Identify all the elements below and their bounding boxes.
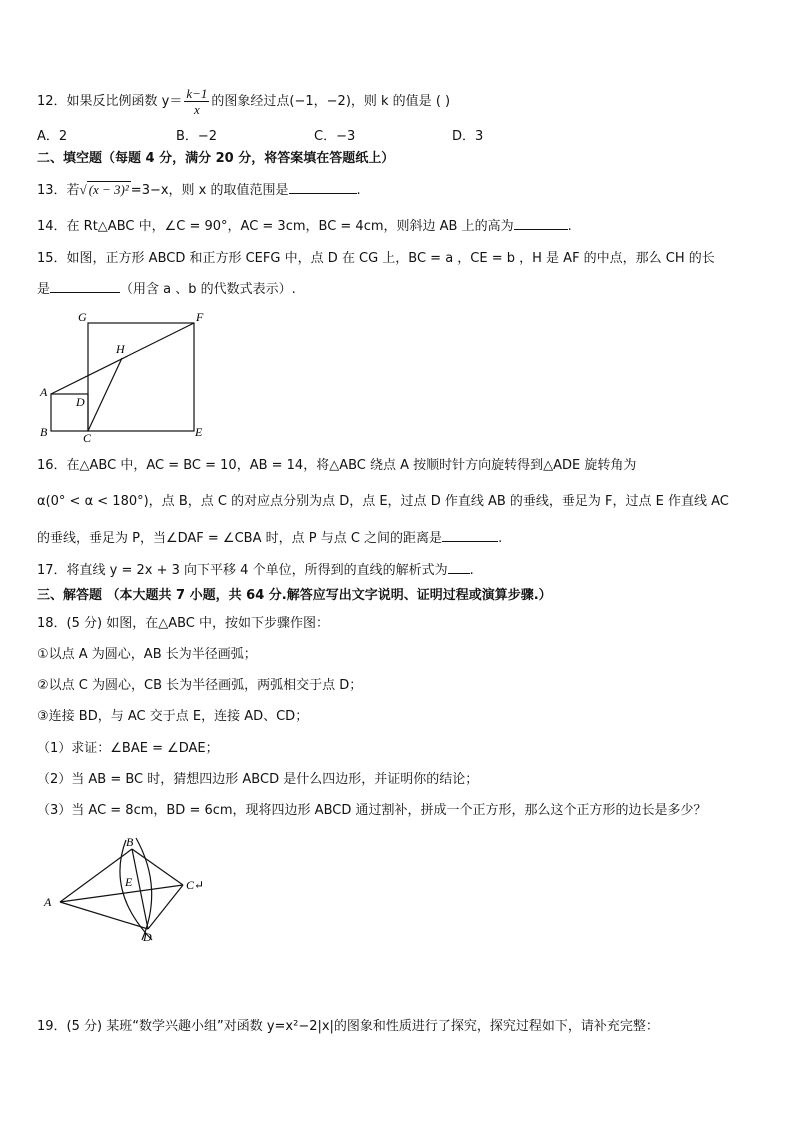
- q18-step3: ③连接 BD，与 AC 交于点 E，连接 AD、CD；: [37, 709, 309, 724]
- segment-ad: [60, 902, 148, 929]
- section2-heading: 二、填空题（每题 4 分，满分 20 分，将答案填在答题纸上）: [37, 151, 395, 166]
- label-d: D: [143, 930, 152, 944]
- label-e: E: [195, 425, 203, 439]
- label-h: H: [116, 342, 125, 356]
- q13-radicand: (x − 3)²: [88, 182, 129, 197]
- q13-prefix: 13．若: [37, 183, 80, 198]
- q18-step1: ①以点 A 为圆心，AB 长为半径画弧；: [37, 647, 257, 662]
- q12-option-b: B．−2: [176, 129, 218, 144]
- q12-frac-den: x: [194, 102, 200, 117]
- label-d: D: [76, 395, 85, 409]
- segment-ch: [88, 358, 122, 431]
- q14-end: .: [567, 219, 572, 234]
- segment-cd: [148, 885, 183, 929]
- label-b: B: [40, 425, 48, 439]
- q14-answer-blank[interactable]: [514, 218, 568, 230]
- q17-end: .: [469, 563, 474, 578]
- q13-answer-blank[interactable]: [289, 182, 357, 194]
- label-g: G: [78, 310, 87, 324]
- q16-line3-end: .: [498, 531, 503, 546]
- label-f: F: [196, 310, 204, 324]
- q17-stem: [37, 562, 474, 580]
- q12-option-a: A．2: [37, 129, 68, 144]
- q12-fraction: [184, 86, 209, 117]
- q15-figure: [36, 310, 216, 445]
- label-b: B: [126, 835, 134, 849]
- q12-frac-num: k−1: [186, 86, 208, 101]
- segment-bc: [132, 849, 183, 885]
- q17-text: 17．将直线 y = 2x + 3 向下平移 4 个单位，所得到的直线的解析式为: [37, 563, 448, 578]
- q16-line3: [37, 530, 502, 548]
- q16-line3-prefix: 的垂线，垂足为 P，当∠DAF = ∠CBA 时，点 P 与点 C 之间的距离是: [37, 531, 443, 546]
- square-cefg: [88, 323, 194, 431]
- q19-stem: 19．(5 分) 某班“数学兴趣小组”对函数 y=x²−2|x|的图象和性质进行了探究，探究过程如下，请补充完整：: [37, 1019, 659, 1034]
- q15-line2-prefix: 是: [37, 282, 51, 297]
- q13-stem: 13．若√ (x − 3)² =3−x，则 x 的取值范围是 .: [37, 182, 361, 198]
- segment-af: [51, 323, 194, 394]
- q14-stem: [37, 218, 572, 236]
- q12-option-c: C．−3: [314, 129, 356, 144]
- q16-line2: α(0° < α < 180°)，点 B，点 C 的对应点分别为点 D，点 E，过点 D 作直线 AB 的垂线，垂足为 F，过点 E 作直线 AC: [37, 494, 729, 509]
- q18-intro: 18．(5 分) 如图，在△ABC 中，按如下步骤作图：: [37, 616, 330, 631]
- q18-figure: [40, 830, 220, 945]
- label-c: C: [83, 431, 92, 445]
- q15-line2: [37, 281, 296, 299]
- label-a: A: [44, 895, 52, 909]
- q15-answer-blank[interactable]: [50, 281, 120, 293]
- q12-option-d: D．3: [452, 129, 484, 144]
- q13-suffix: =3−x，则 x 的取值范围是: [130, 183, 289, 198]
- q18-step2: ②以点 C 为圆心，CB 长为半径画弧，两弧相交于点 D；: [37, 678, 363, 693]
- q12-prefix: 12．如果反比例函数 y＝: [37, 94, 183, 109]
- q16-answer-blank[interactable]: [442, 530, 498, 542]
- q15-line2-suffix: （用含 a 、b 的代数式表示）.: [120, 282, 296, 297]
- label-a: A: [40, 385, 48, 399]
- label-c: C↵: [186, 878, 205, 892]
- q18-part1: （1）求证：∠BAE = ∠DAE；: [37, 741, 219, 756]
- q12-suffix: 的图象经过点(−1，−2)，则 k 的值是 ( ): [211, 94, 451, 109]
- label-e: E: [125, 875, 133, 889]
- q18-part3: （3）当 AC = 8cm，BD = 6cm，现将四边形 ABCD 通过割补，拼成一个正方形，那么这个正方形的边长是多少？: [37, 803, 707, 818]
- q18-part2: （2）当 AB = BC 时，猜想四边形 ABCD 是什么四边形，并证明你的结论；: [37, 772, 479, 787]
- section3-heading: 三、解答题 （本大题共 7 小题，共 64 分.解答应写出文字说明、证明过程或演算步骤.）: [37, 588, 552, 603]
- q14-text: 14．在 Rt△ABC 中，∠C = 90°，AC = 3cm，BC = 4cm，则斜边 AB 上的高为: [37, 219, 514, 234]
- q13-end: .: [356, 183, 361, 198]
- q12-stem: [37, 86, 450, 117]
- q17-answer-blank[interactable]: [448, 562, 470, 574]
- q15-line1: 15．如图，正方形 ABCD 和正方形 CEFG 中，点 D 在 CG 上，BC = a ，CE = b ，H 是 AF 的中点，那么 CH 的长: [37, 251, 715, 266]
- q16-line1: 16．在△ABC 中，AC = BC = 10，AB = 14，将△ABC 绕点 A 按顺时针方向旋转得到△ADE 旋转角为: [37, 458, 637, 473]
